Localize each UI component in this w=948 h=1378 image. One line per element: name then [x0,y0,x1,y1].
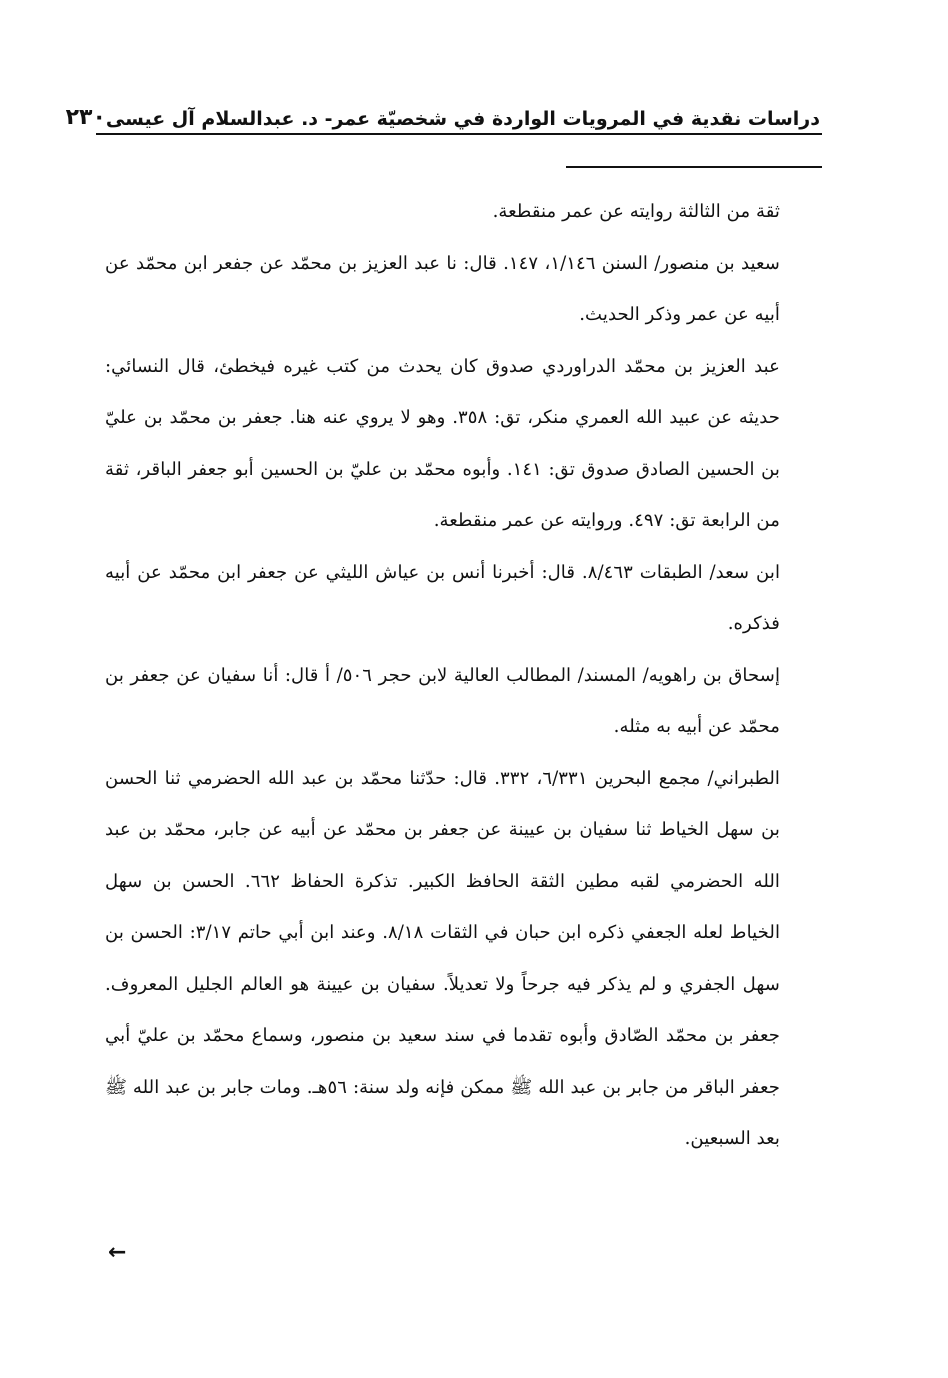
footnote-separator [566,166,822,168]
footnote-paragraph-1: ثقة من الثالثة روايته عن عمر منقطعة. [492,201,780,222]
page-number: ٢٣٠ [65,105,106,130]
footnote-paragraph-3: عبد العزيز بن محمّد الدراوردي صدوق كان يحدث من كتب غيره فيخطئ، قال النسائي: حديثه عن عبيد الله العمري منكر، تق: ٣٥٨. وهو لا يروي عنه هنا. جعفر بن محمّد بن عليّ بن الحسين الصادق صدوق تق: ١٤١. وأبوه محمّد بن عليّ بن الحسين أبو جعفر الباقر، ثقة من الرابعة تق: ٤٩٧. وروايته عن عمر منقطعة. [105,355,780,531]
footnote-paragraph-6: الطبراني/ مجمع البحرين ٦/٣٣١، ٣٣٢. قال: حدّثنا محمّد بن عبد الله الحضرمي ثنا الحسن بن سهل الخياط ثنا سفيان بن عيينة عن جعفر بن محمّد عن أبيه عن جابر، محمّد بن عبد الله الحضرمي لقبه مطين الثقة الحافظ الكبير. تذكرة الحفاظ ٦٦٢. الحسن بن سهل الخياط لعله الجعفي ذكره ابن حبان في الثقات ٨/١٨. وعند ابن أبي حاتم ٣/١٧: الحسن بن سهل الجفري و لم يذكر فيه جرحاً ولا تعديلاً. سفيان بن عيينة هو العالم الجليل المعروف. جعفر بن محمّد الصّادق وأبوه تقدما في سند سعيد بن منصور، وسماع محمّد بن عليّ أبي جعفر الباقر من جابر بن عبد الله ﷺ ممكن فإنه ولد سنة: ٥٦هـ. ومات جابر بن عبد الله ﷺ بعد السبعين. [105,767,780,1149]
footnote-paragraph-2: سعيد بن منصور/ السنن ١/١٤٦، ١٤٧. قال: نا عبد العزيز بن محمّد عن جفعر ابن محمّد عن أبيه عن عمر وذكر الحديث. [105,252,781,325]
footnote-paragraph-4: ابن سعد/ الطبقات ٨/٤٦٣. قال: أخبرنا أنس بن عياش الليثي عن جعفر ابن محمّد عن أبيه فذكره. [105,561,780,634]
footnote-paragraph-5: إسحاق بن راهويه/ المسند/ المطالب العالية لابن حجر ٥٠٦/ أ قال: أنا سفيان عن جعفر بن محمّد عن أبيه به مثله. [105,664,780,737]
running-title: دراسات نقدية في المرويات الواردة في شخصيّة عمر- د. عبدالسلام آل عيسى [105,108,820,130]
page-header [65,94,820,130]
continue-arrow-icon: ← [108,1240,127,1265]
header-rule [96,133,822,135]
footnotes-block [105,186,780,1165]
